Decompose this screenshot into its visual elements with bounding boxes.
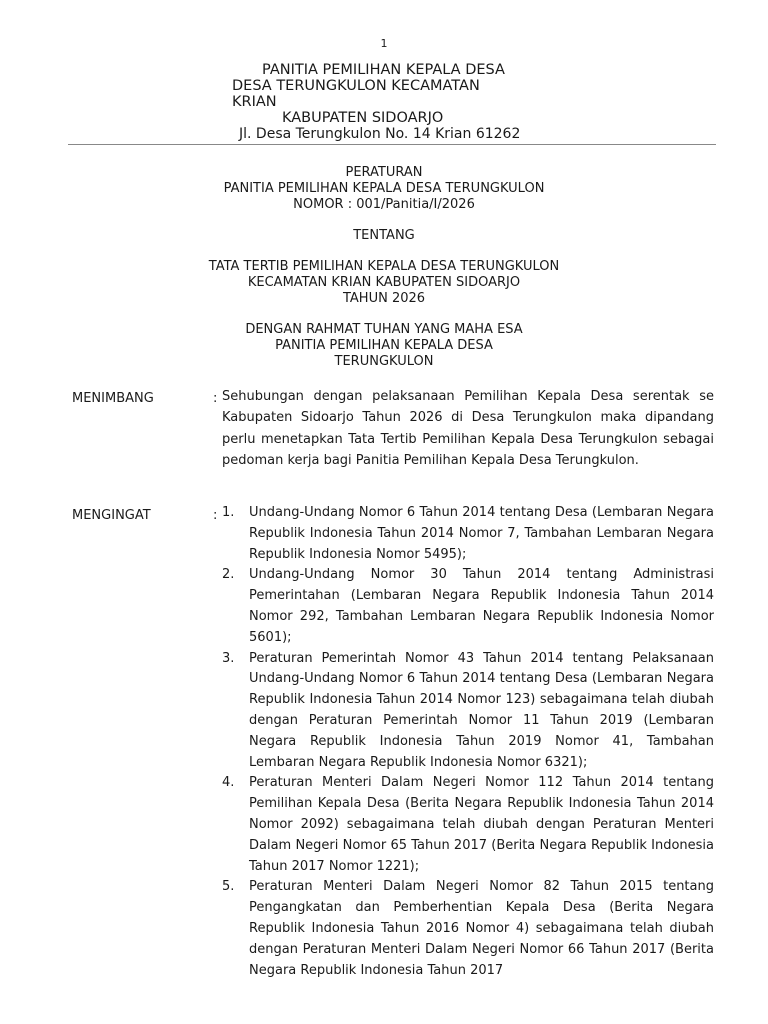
regulation-label: PERATURAN (345, 165, 423, 180)
legal-basis-item (222, 565, 714, 648)
legal-basis-text: Peraturan Menteri Dalam Negeri Nomor 82 Tahun 2015 tentang Pengangkatan dan Pemberhentian Kepala Desa (Berita Negara Republik Indonesia Tahun 2016 Nomor 4) sebagaimana telah diubah dengan Peraturan Menteri Dalam Negeri Nomor 66 Tahun 2017 (Berita Negara Republik Indonesia Tahun 2017 (249, 879, 714, 978)
subject-line-3: TAHUN 2026 (342, 291, 426, 306)
about-label: TENTANG (353, 228, 415, 243)
recalling-colon: : (213, 508, 218, 523)
regulation-number: NOMOR : 001/Panitia/I/2026 (293, 197, 475, 212)
legal-basis-list (222, 503, 714, 981)
legal-basis-item (222, 649, 714, 774)
invocation-line-1: DENGAN RAHMAT TUHAN YANG MAHA ESA (245, 322, 523, 337)
letterhead-district: KRIAN (232, 94, 277, 110)
legal-basis-item (222, 877, 714, 981)
page-number: 1 (380, 37, 388, 50)
letterhead-regency: KABUPATEN SIDOARJO (282, 110, 444, 126)
letterhead-village: DESA TERUNGKULON KECAMATAN (232, 78, 480, 94)
legal-basis-number: 4. (222, 775, 235, 791)
legal-basis-text: Peraturan Menteri Dalam Negeri Nomor 112 Tahun 2014 tentang Pemilihan Kepala Desa (Berita Negara Republik Indonesia Tahun 2014 Nomor 2092) sebagaimana telah diubah dengan Peraturan Menteri Dalam Negeri Nomor 65 Tahun 2017 (Berita Negara Republik Indonesia Tahun 2017 Nomor 1221); (249, 775, 714, 874)
invocation-line-3: TERUNGKULON (334, 354, 434, 369)
legal-basis-item (222, 773, 714, 877)
regulation-subject-block (0, 259, 768, 307)
legal-basis-text: Undang-Undang Nomor 30 Tahun 2014 tentang Administrasi Pemerintahan (Lembaran Negara Republik Indonesia Tahun 2014 Nomor 292, Tambahan Lembaran Negara Republik Indonesia Nomor 5601); (249, 567, 714, 645)
legal-basis-number: 3. (222, 650, 235, 666)
legal-basis-text: Peraturan Pemerintah Nomor 43 Tahun 2014 tentang Pelaksanaan Undang-Undang Nomor 6 Tahun 2014 tentang Desa (Lembaran Negara Republik Indonesia Tahun 2014 Nomor 123) sebagaimana telah diubah dengan Peraturan Pemerintah Nomor 11 Tahun 2019 (Lembaran Negara Republik Indonesia Tahun 2019 Nomor 41, Tambahan Lembaran Negara Republik Indonesia Nomor 6321); (249, 650, 714, 770)
legal-basis-text: Undang-Undang Nomor 6 Tahun 2014 tentang Desa (Lembaran Negara Republik Indonesia Tahun 2014 Nomor 7, Tambahan Lembaran Negara Republik Indonesia Nomor 5495); (249, 505, 714, 562)
considering-colon: : (213, 391, 218, 406)
considering-label: MENIMBANG (72, 391, 154, 406)
letterhead-committee: PANITIA PEMILIHAN KEPALA DESA (262, 62, 505, 78)
regulation-issuer: PANITIA PEMILIHAN KEPALA DESA TERUNGKULON (223, 181, 545, 196)
regulation-title-block (0, 165, 768, 213)
legal-basis-number: 1. (222, 505, 235, 520)
legal-basis-item (222, 503, 714, 565)
recalling-label: MENGINGAT (72, 508, 151, 523)
subject-line-2: KECAMATAN KRIAN KABUPATEN SIDOARJO (247, 275, 521, 290)
subject-line-1: TATA TERTIB PEMILIHAN KEPALA DESA TERUNGKULON (208, 259, 560, 274)
letterhead (232, 62, 562, 142)
letterhead-divider (68, 144, 716, 145)
invocation-line-2: PANITIA PEMILIHAN KEPALA DESA (275, 338, 493, 353)
legal-basis-number: 2. (222, 567, 235, 583)
invocation-block (0, 322, 768, 370)
about-heading-block (0, 228, 768, 244)
considering-text: Sehubungan dengan pelaksanaan Pemilihan Kepala Desa serentak se Kabupaten Sidoarjo Tahun 2026 di Desa Terungkulon maka dipandang perlu menetapkan Tata Tertib Pemilihan Kepala Desa Terungkulon sebagai pedoman kerja bagi Panitia Pemilihan Kepala Desa Terungkulon. (222, 389, 714, 468)
letterhead-address: Jl. Desa Terungkulon No. 14 Krian 61262 (239, 126, 521, 142)
legal-basis-number: 5. (222, 879, 235, 895)
